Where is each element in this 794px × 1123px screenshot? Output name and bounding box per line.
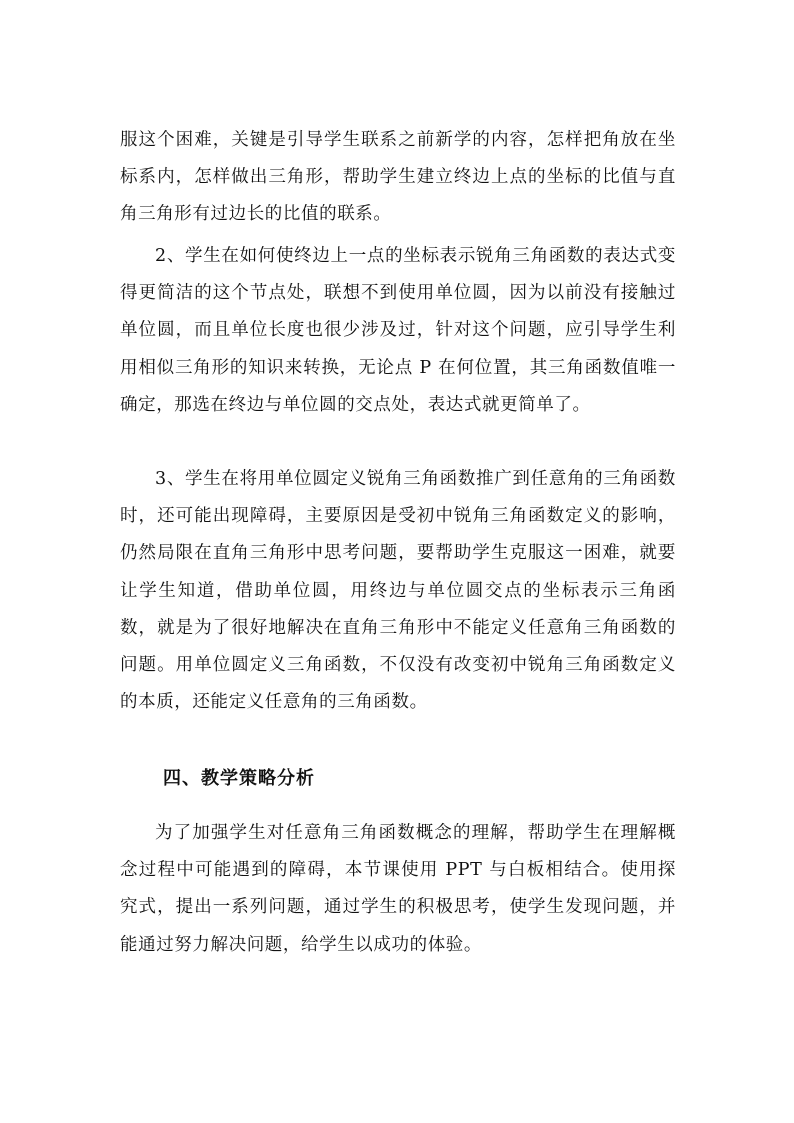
paragraph-continuation: 服这个困难，关键是引导学生联系之前新学的内容，怎样把角放在坐标系内，怎样做出三角形，帮助学生建立终边上点的坐标的比值与直角三角形有过边长的比值的联系。 bbox=[120, 130, 676, 225]
paragraph-point-3: 3、学生在将用单位圆定义锐角三角函数推广到任意角的三角函数时，还可能出现障碍，主要原因是受初中锐角三角函数定义的影响，仍然局限在直角三角形中思考问题，要帮助学生克服这一困难，就要让学生知道，借助单位圆，用终边与单位圆交点的坐标表示三角函数，就是为了很好地解决在直角三角形中不能定义任意角三角函数的问题。用单位圆定义三角函数，不仅没有改变初中锐角三角函数定义的本质，还能定义任意角的三角函数。 bbox=[120, 469, 676, 713]
paragraph-point-2: 2、学生在如何使终边上一点的坐标表示锐角三角函数的表达式变得更简洁的这个节点处，联想不到使用单位圆，因为以前没有接触过单位圆，而且单位长度也很少涉及过，针对这个问题，应引导学生利用相似三角形的知识来转换，无论点 P 在何位置，其三角函数值唯一确定，那选在终边与单位圆的交点处，表达式就更简单了。 bbox=[120, 246, 676, 415]
paragraph-teaching-strategy: 为了加强学生对任意角三角函数概念的理解，帮助学生在理解概念过程中可能遇到的障碍，本节课使用 PPT 与白板相结合。使用探究式，提出一系列问题，通过学生的积极思考，使学生发现问题，并能通过努力解决问题，给学生以成功的体验。 bbox=[120, 823, 676, 955]
section-heading: 四、教学策略分析 bbox=[163, 768, 315, 789]
